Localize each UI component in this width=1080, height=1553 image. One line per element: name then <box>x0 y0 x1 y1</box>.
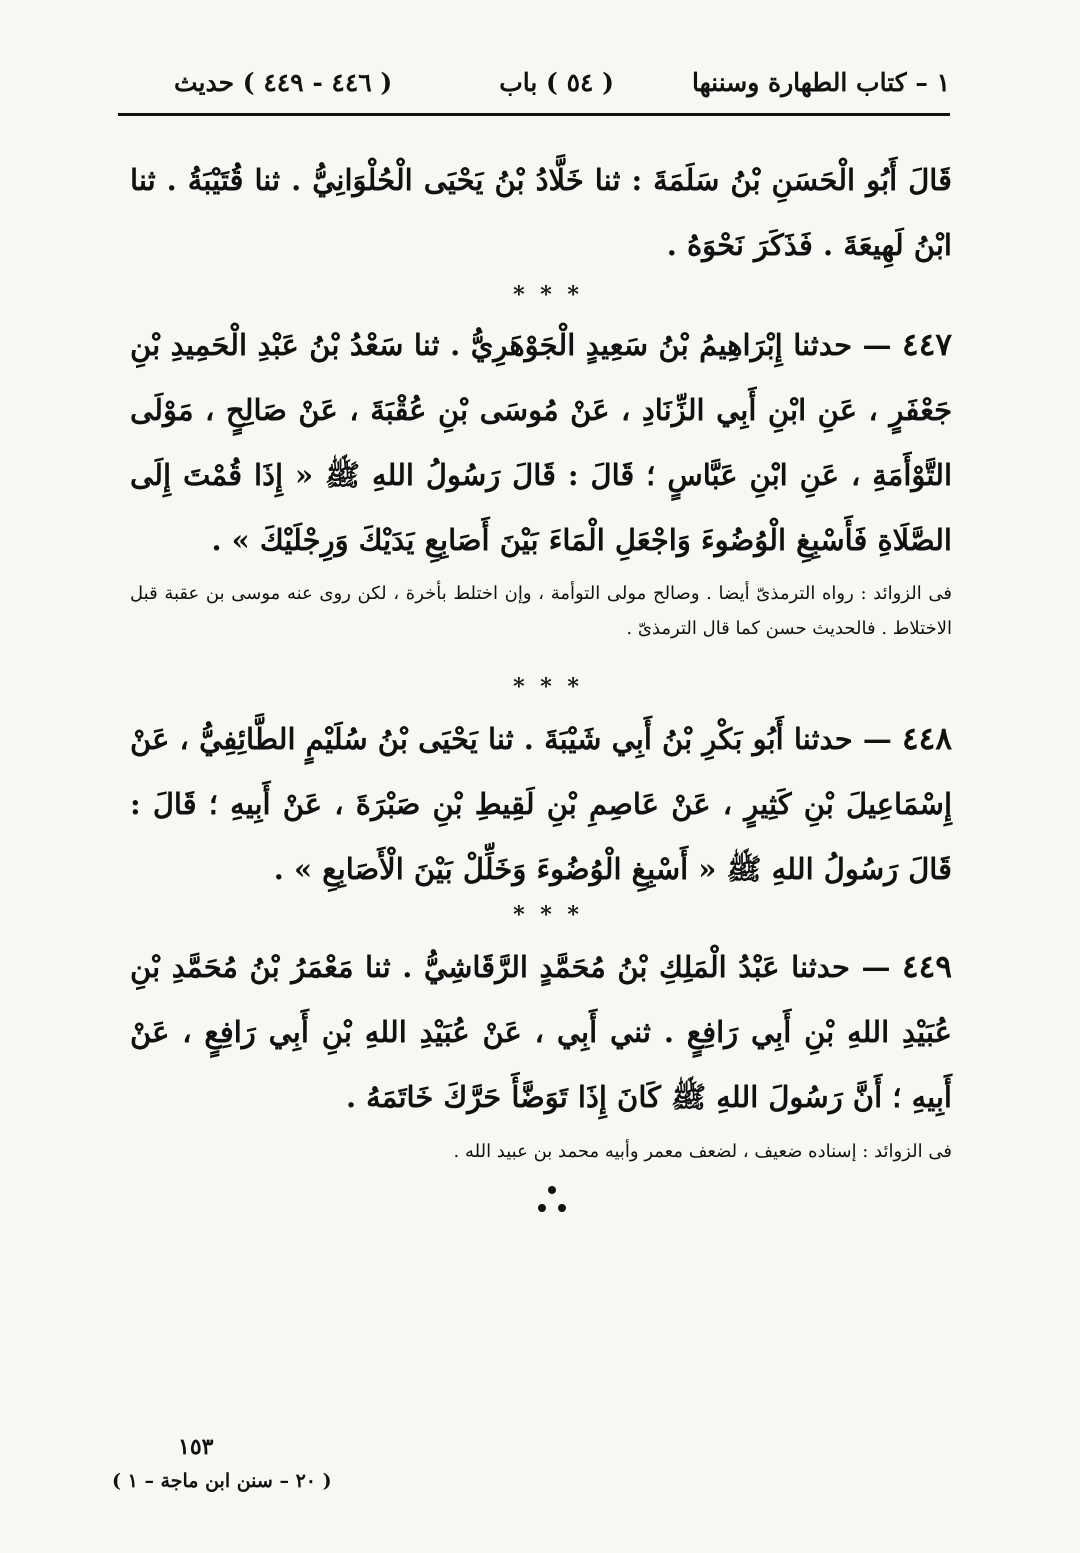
separator-stars: * * * <box>513 902 583 928</box>
hadith-text: — حدثنا أَبُو بَكْرِ بْنُ أَبِي شَيْبَةَ . ثنا يَحْيَى بْنُ سُلَيْمٍ الطَّائِفِيُّ ، عَنْ إِسْمَاعِيلَ بْنِ كَثِيرٍ ، عَنْ عَاصِمِ بْنِ لَقِيطِ بْنِ صَبْرَةَ ، عَنْ أَبِيهِ ؛ قَالَ : قَالَ رَسُولُ اللهِ ﷺ « أَسْبِغِ الْوُضُوءَ وَخَلِّلْ بَيْنَ الْأَصَابِعِ » . <box>130 722 952 886</box>
hadith-446-tail: قَالَ أَبُو الْحَسَنِ بْنُ سَلَمَةَ : ثنا خَلَّادُ بْنُ يَحْيَى الْحُلْوَانِيُّ . ثنا قُتَيْبَةُ . ثنا ابْنُ لَهِيعَةَ . فَذَكَرَ نَحْوَهُ . <box>130 163 952 262</box>
hadith-number: ٤٤٧ <box>902 327 952 363</box>
separator-stars: * * * <box>513 282 583 308</box>
hadith-text: — حدثنا إِبْرَاهِيمُ بْنُ سَعِيدٍ الْجَوْهَرِيُّ . ثنا سَعْدُ بْنُ عَبْدِ الْحَمِيدِ بْنِ جَعْفَرٍ ، عَنِ ابْنِ أَبِي الزِّنَادِ ، عَنْ مُوسَى بْنِ عُقْبَةَ ، عَنْ صَالِحٍ ، مَوْلَى التَّوْأَمَةِ ، عَنِ ابْنِ عَبَّاسٍ ؛ قَالَ : قَالَ رَسُولُ اللهِ ﷺ « إِذَا قُمْتَ إِلَى الصَّلَاةِ فَأَسْبِغِ الْوُضُوءَ وَاجْعَلِ الْمَاءَ بَيْنَ أَصَابِعِ يَدَيْكَ وَرِجْلَيْكَ » . <box>130 328 952 557</box>
hadith-447 <box>130 313 952 573</box>
hadith-449 <box>130 935 952 1130</box>
signature-mark: ( ٢٠ – سنن ابن ماجة – ١ ) <box>112 1470 332 1492</box>
page-number: ١٥٣ <box>178 1434 214 1460</box>
hadith-number: ٤٤٩ <box>902 949 952 985</box>
hadith-text: — حدثنا عَبْدُ الْمَلِكِ بْنُ مُحَمَّدٍ الرَّقَاشِيُّ . ثنا مَعْمَرُ بْنُ مُحَمَّدِ بْنِ عُبَيْدِ اللهِ بْنِ أَبِي رَافِعٍ . ثني أَبِي ، عَنْ عُبَيْدِ اللهِ بْنِ أَبِي رَافِعٍ ، عَنْ أَبِيهِ ؛ أَنَّ رَسُولَ اللهِ ﷺ كَانَ إِذَا تَوَضَّأَ حَرَّكَ خَاتَمَهُ . <box>130 950 952 1114</box>
footnote-449: فى الزوائد : إسناده ضعيف ، لضعف معمر وأبيه محمد بن عبيد الله . <box>453 1141 952 1162</box>
separator-stars: * * * <box>513 674 583 700</box>
footnote-447: فى الزوائد : رواه الترمذىّ أيضا . وصالح مولى التوأمة ، وإن اختلط بأخرة ، لكن روى عنه موسى بن عقبة قبل الاختلاط . فالحديث حسن كما قال الترمذىّ . <box>130 583 952 639</box>
page-header <box>118 62 950 108</box>
hadith-448 <box>130 707 952 902</box>
header-chapter: ( ٥٤ ) باب <box>499 68 614 97</box>
header-rule <box>118 113 950 116</box>
hadith-number: ٤٤٨ <box>902 721 952 757</box>
header-book-title: ١ – كتاب الطهارة وسننها <box>692 68 950 97</box>
ornament-icon <box>522 1180 582 1220</box>
header-hadith-range: ( ٤٤٦ - ٤٤٩ ) حديث <box>174 68 393 97</box>
